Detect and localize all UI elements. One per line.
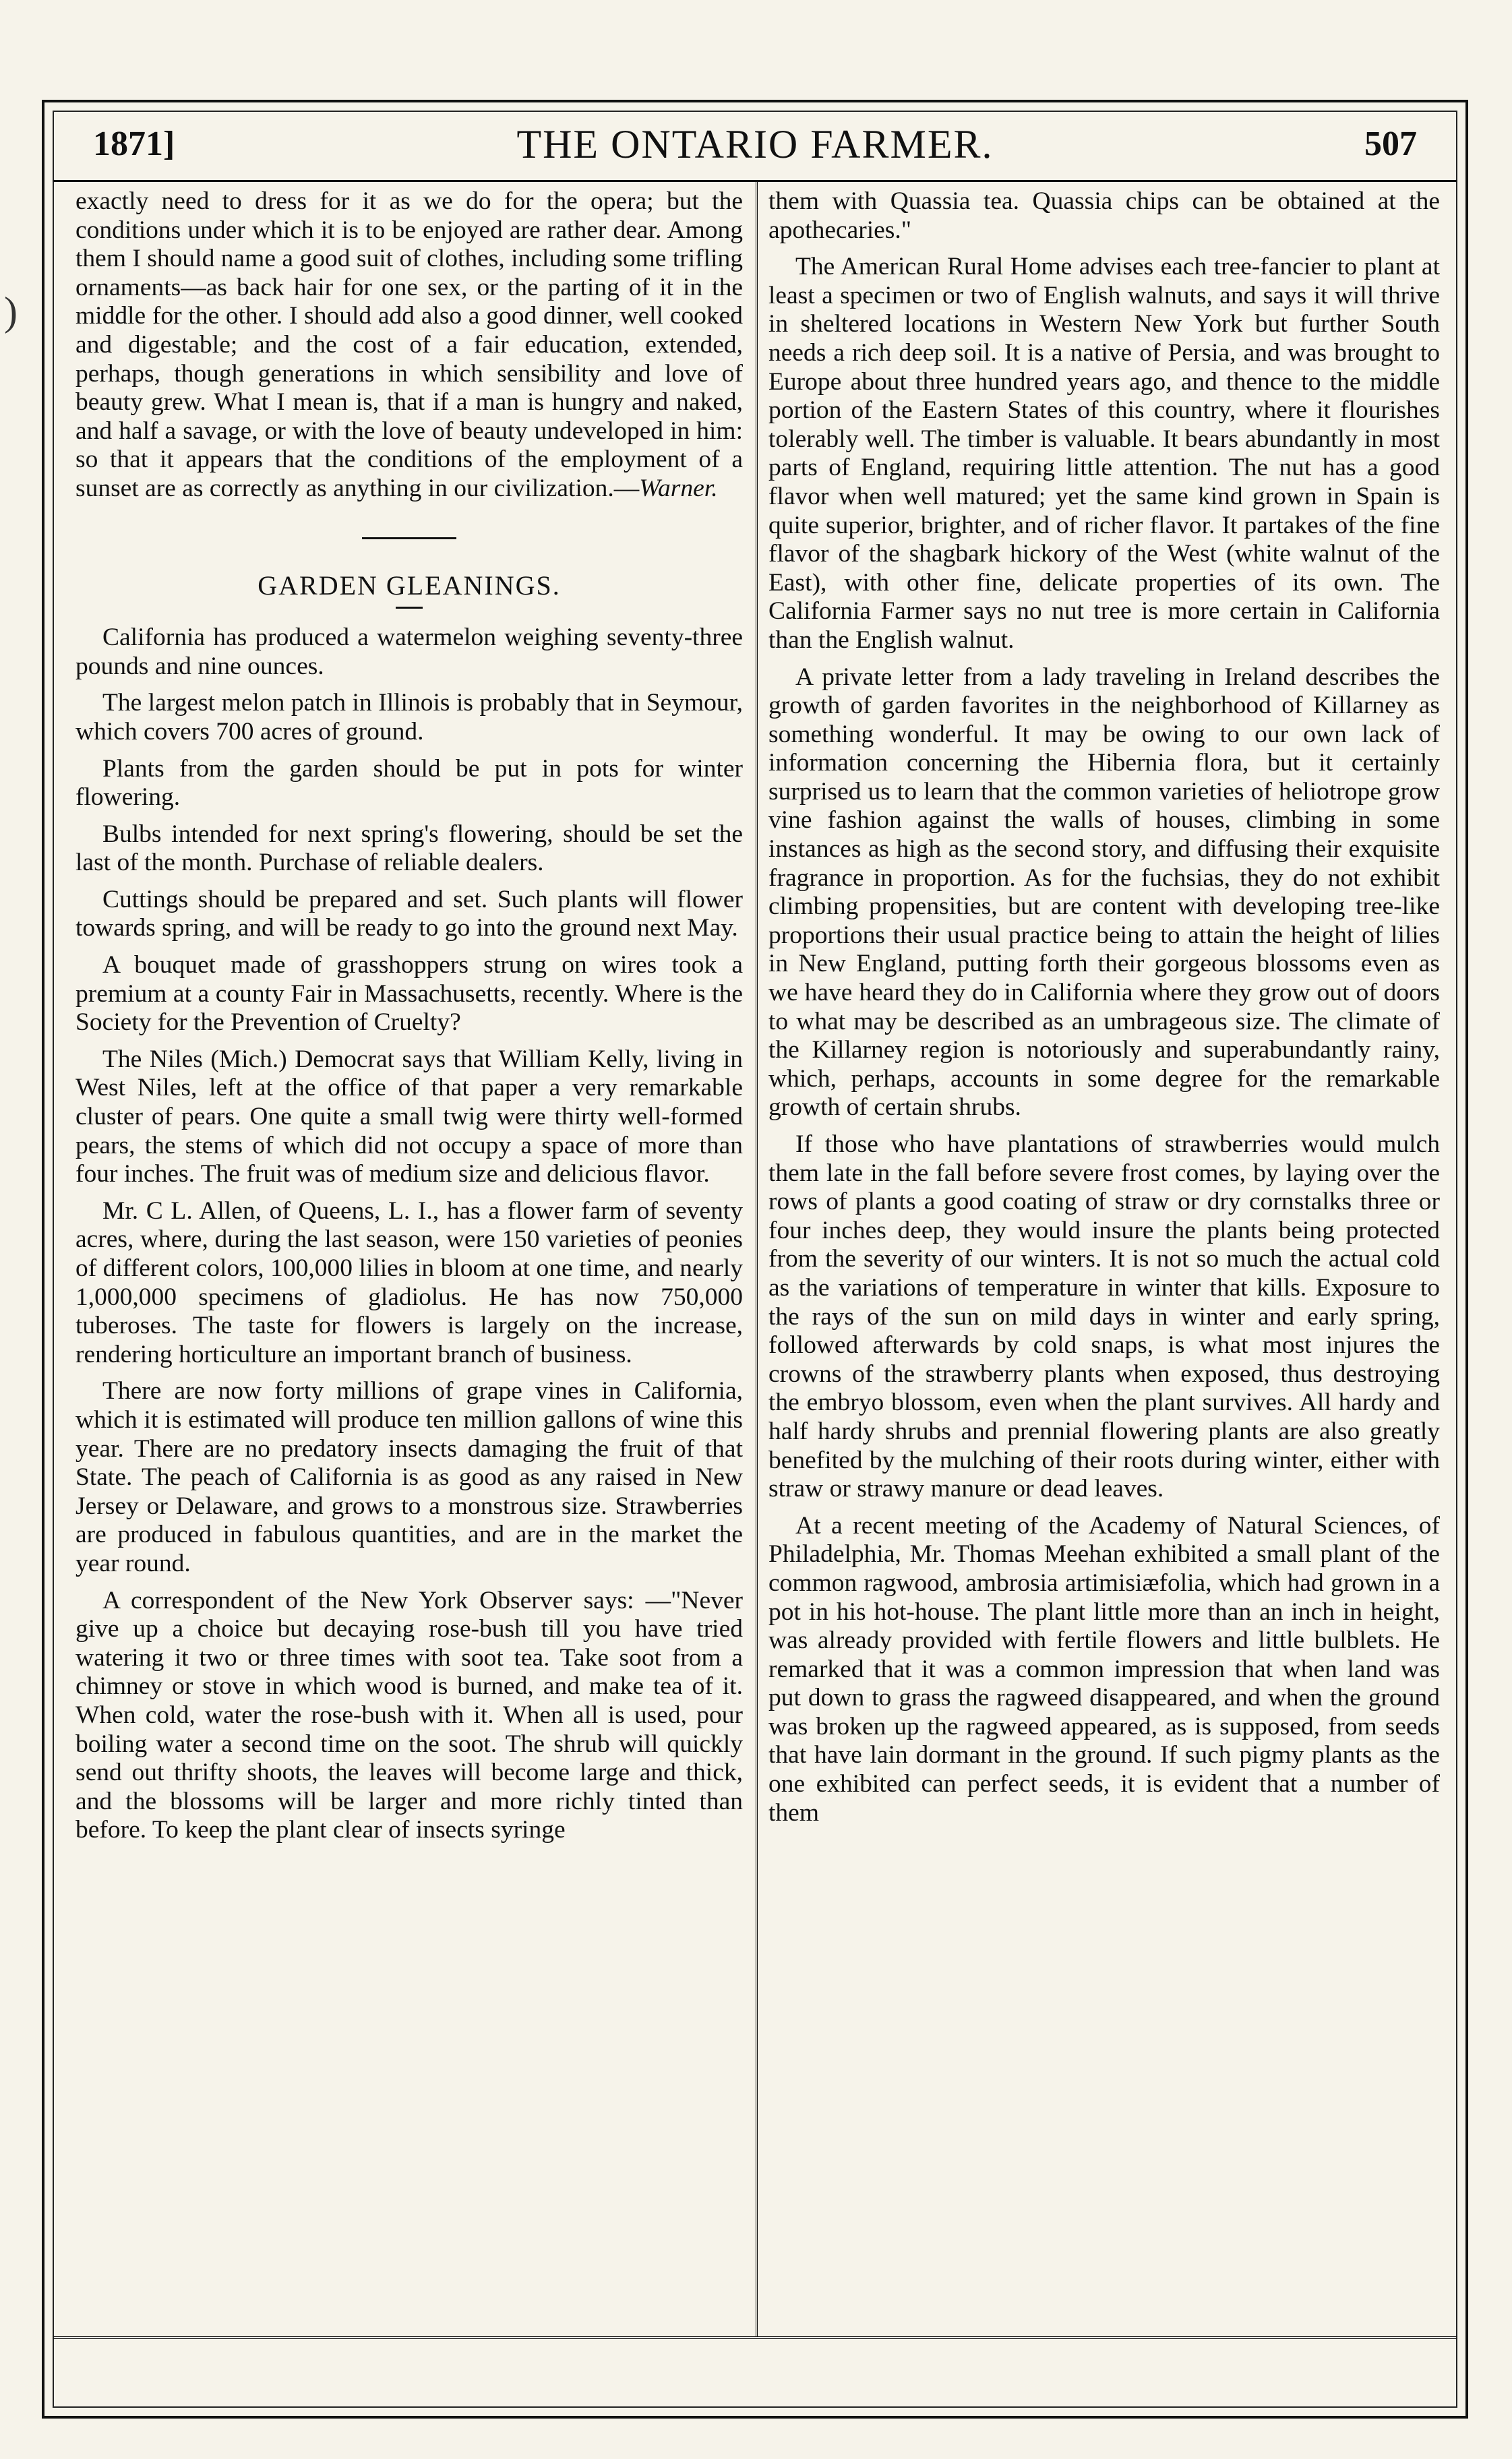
margin-mark: ) — [4, 289, 18, 334]
gleaning-item: A bouquet made of grasshoppers strung on wires took a premium at a county Fair in Massachusetts, recently. Where is the Society for the Prevention of Cruelty? — [75, 951, 743, 1037]
gleaning-item: Plants from the garden should be put in pots for winter flowering. — [75, 754, 743, 812]
heading-dash — [396, 607, 423, 609]
intro-text: exactly need to dress for it as we do for the opera; but the conditions under which it is to be enjoyed are rather dear. Among them I should name a good suit of clothes, including some trifling ornaments—as back hair for one sex, or the parting of it in the middle for the other. I should add also a good dinner, well cooked and digestable; and the cost of a fair education, extended, perhaps, though generations in which sensibility and love of beauty grew. What I mean is, that if a man is hungry and naked, and half a savage, or with the love of beauty undeveloped in him: so that it appears that the conditions of the employment of a sunset are as correctly as anything in our civilization.— — [75, 187, 743, 502]
gleaning-item: Bulbs intended for next spring's flowering, should be set the last of the month. Purchase of reliable dealers. — [75, 820, 743, 877]
header-year: 1871] — [93, 125, 175, 163]
gleaning-item: A private letter from a lady traveling in Ireland describes the growth of garden favorites in the neighborhood of Killarney as something wonderful. It may be owing to our own lack of information concerning the Hibernia flora, but it certainly surprised us to learn that the common varieties of heliotrope grow vine fashion against the walls of houses, climbing in some instances as high as the second story, and diffusing their exquisite fragrance in proportion. As for the fuchsias, they do not exhibit climbing propensities, but are content with developing tree-like proportions their usual practice being to attain the height of lilies in New England, putting forth their gorgeous blossoms even as we have heard they do in California where they grow out of doors to what may be described as an umbrageous size. The climate of the Killarney region is notoriously and superabundantly rainy, which, perhaps, accounts in some degree for the remarkable growth of certain shrubs. — [768, 663, 1440, 1122]
header-title: THE ONTARIO FARMER. — [516, 122, 994, 166]
gleaning-item: At a recent meeting of the Academy of Natural Sciences, of Philadelphia, Mr. Thomas Meehan exhibited a small plant of the common ragwood, ambrosia artimisiæfolia, which had grown in a pot in his hot-house. The plant little more than an inch in height, was already provided with fertile flowers and little bulblets. He remarked that it was a common impression that when land was put down to grass the ragweed disappeared, and when the ground was broken up the ragweed appeared, as is supposed, from seeds that have lain dormant in the ground. If such pigmy plants as the one exhibited can perfect seeds, it is evident that a number of them — [768, 1511, 1440, 1827]
header-page-number: 507 — [1364, 125, 1417, 163]
gleaning-item: The Niles (Mich.) Democrat says that William Kelly, living in West Niles, left at the office of that paper a very remarkable cluster of pears. One quite a small twig were thirty well-formed pears, the stems of which did not occupy a space of more than four inches. The fruit was of medium size and delicious flavor. — [75, 1045, 743, 1188]
footer-rule — [53, 2336, 1457, 2339]
gleaning-item: California has produced a watermelon weighing seventy-three pounds and nine ounces. — [75, 624, 743, 680]
gleaning-item: Cuttings should be prepared and set. Such plants will flower towards spring, and will be ready to go into the ground next May. — [75, 885, 743, 942]
intro-paragraph — [75, 187, 743, 504]
left-column — [75, 187, 743, 2331]
gleaning-item: There are now forty millions of grape vines in California, which it is estimated will produce ten million gallons of wine this year. There are no predatory insects damaging the fruit of that State. The peach of California is as good as any raised in New Jersey or Delaware, and grows to a monstrous size. Strawberries are produced in fabulous quantities, and are in the market the year round. — [75, 1377, 743, 1577]
gleaning-item: Mr. C L. Allen, of Queens, L. I., has a flower farm of seventy acres, where, during the last season, were 150 varieties of peonies of different colors, 100,000 lilies in bloom at one time, and nearly 1,000,000 specimens of gladiolus. He has now 750,000 tuberoses. The taste for flowers is largely on the increase, rendering horticulture an important branch of business. — [75, 1196, 743, 1368]
column-divider — [756, 182, 758, 2336]
running-header — [53, 111, 1457, 182]
section-heading: GARDEN GLEANINGS. — [258, 570, 561, 601]
gleaning-item: If those who have plantations of strawberries would mulch them late in the fall before severe frost comes, by laying over the rows of plants a good coating of straw or dry cornstalks three or four inches deep, they would insure the plants being protected from the severity of our winters. It is not so much the actual cold as the variations of temperature in winter that kills. Exposure to the rays of the sun on mild days in winter and early spring, followed afterwards by cold snaps, is what most injures the crowns of the strawberry plants when exposed, thus destroying the embryo blossom, even when the plant survives. All hardy and half hardy shrubs and prennial flowering plants are also greatly benefited by the mulching of their roots during winter, either with straw or strawy manure or dead leaves. — [768, 1130, 1440, 1503]
gleaning-item: The American Rural Home advises each tree-fancier to plant at least a specimen or two of English walnuts, and says it will thrive in sheltered locations in Western New York but further South needs a rich deep soil. It is a native of Persia, and was brought to Europe about three hundred years ago, and thence to the middle portion of the Eastern States of this country, where it flourishes tolerably well. The timber is valuable. It bears abundantly in most parts of England, requiring little attention. The nut has a good flavor when well matured; yet the same kind grown in Spain is quite superior, brighter, and of richer flavor. It partakes of the fine flavor of the shagbark hickory of the West (white walnut of the East), with other fine, delicate properties of its own. The California Farmer says no nut tree is more certain in California than the English walnut. — [768, 253, 1440, 654]
intro-attribution: Warner. — [639, 474, 718, 502]
gleaning-item: them with Quassia tea. Quassia chips can be obtained at the apothecaries." — [768, 187, 1440, 244]
right-column — [768, 187, 1440, 2331]
section-separator — [362, 537, 456, 539]
gleaning-item: A correspondent of the New York Observer says: —"Never give up a choice but decaying rose-bush till you have tried watering it two or three times with soot tea. Take soot from a chimney or stove in which wood is burned, and make tea of it. When cold, water the rose-bush with it. When all is used, pour boiling water a second time on the soot. The shrub will quickly send out thrifty shoots, the leaves will become large and thick, and the blossoms will be larger and more richly tinted than before. To keep the plant clear of insects syringe — [75, 1586, 743, 1844]
gleaning-item: The largest melon patch in Illinois is probably that in Seymour, which covers 700 acres of ground. — [75, 689, 743, 746]
